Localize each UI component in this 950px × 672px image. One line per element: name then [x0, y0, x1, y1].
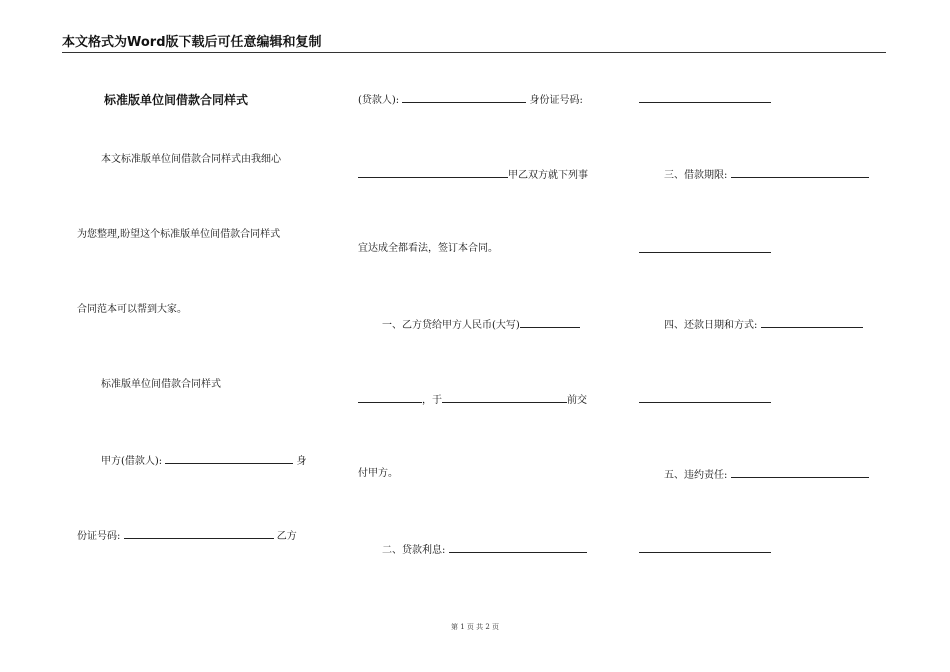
- liability-continued-blank[interactable]: [639, 542, 771, 553]
- agreement-line-2: 宜达成全都看法，签订本合同。: [358, 243, 498, 254]
- document-title: 标准版单位间借款合同样式: [104, 93, 249, 107]
- lender-label: (贷款人):: [358, 95, 400, 106]
- right-blank-line-2: [639, 242, 771, 256]
- lender-id-label: 身份证号码:: [529, 95, 583, 106]
- liability-blank[interactable]: [731, 467, 869, 478]
- right-blank-line-4: [639, 542, 771, 556]
- intro-line-2: 为您整理,盼望这个标准版单位间借款合同样式: [77, 229, 281, 240]
- clause-4-label: 四、还款日期和方式:: [664, 320, 758, 331]
- right-blank-line-1: [639, 92, 771, 106]
- page-footer: 第 1 页 共 2 页: [450, 623, 500, 631]
- intro-line-1: 本文标准版单位间借款合同样式由我细心: [101, 154, 281, 165]
- clause-3-label: 三、借款期限:: [664, 170, 728, 181]
- clause-2-label: 二、贷款利息:: [382, 545, 446, 556]
- party-a-label: 甲方(借款人):: [101, 456, 163, 467]
- clause-5-label: 五、违约责任:: [664, 470, 728, 481]
- lender-id-continued-blank[interactable]: [639, 92, 771, 103]
- clause-1-line-3: 付甲方。: [358, 468, 398, 479]
- clause-1-mid: ，于: [422, 395, 442, 406]
- header-title: 本文格式为Word版下载后可任意编辑和复制: [62, 35, 322, 50]
- party-b-prefix: 乙方: [276, 531, 297, 542]
- clause-1-label: 一、乙方贷给甲方人民币(大写): [382, 320, 520, 331]
- clause-3-line: [664, 167, 869, 181]
- clause-1-suffix: 前交: [567, 395, 587, 406]
- loan-term-blank[interactable]: [731, 167, 869, 178]
- repayment-blank[interactable]: [761, 317, 863, 328]
- clause-5-line: [664, 467, 869, 481]
- agreement-text: 甲乙双方就下列事: [508, 170, 588, 181]
- loan-term-continued-blank[interactable]: [639, 242, 771, 253]
- section-subtitle: 标准版单位间借款合同样式: [101, 379, 221, 390]
- repayment-continued-blank[interactable]: [639, 392, 771, 403]
- right-blank-line-3: [639, 392, 771, 406]
- intro-line-3: 合同范本可以帮到大家。: [77, 304, 187, 315]
- party-a-id-label: 份证号码:: [77, 531, 121, 542]
- clause-4-line: [664, 317, 863, 331]
- party-a-suffix: 身: [296, 456, 307, 467]
